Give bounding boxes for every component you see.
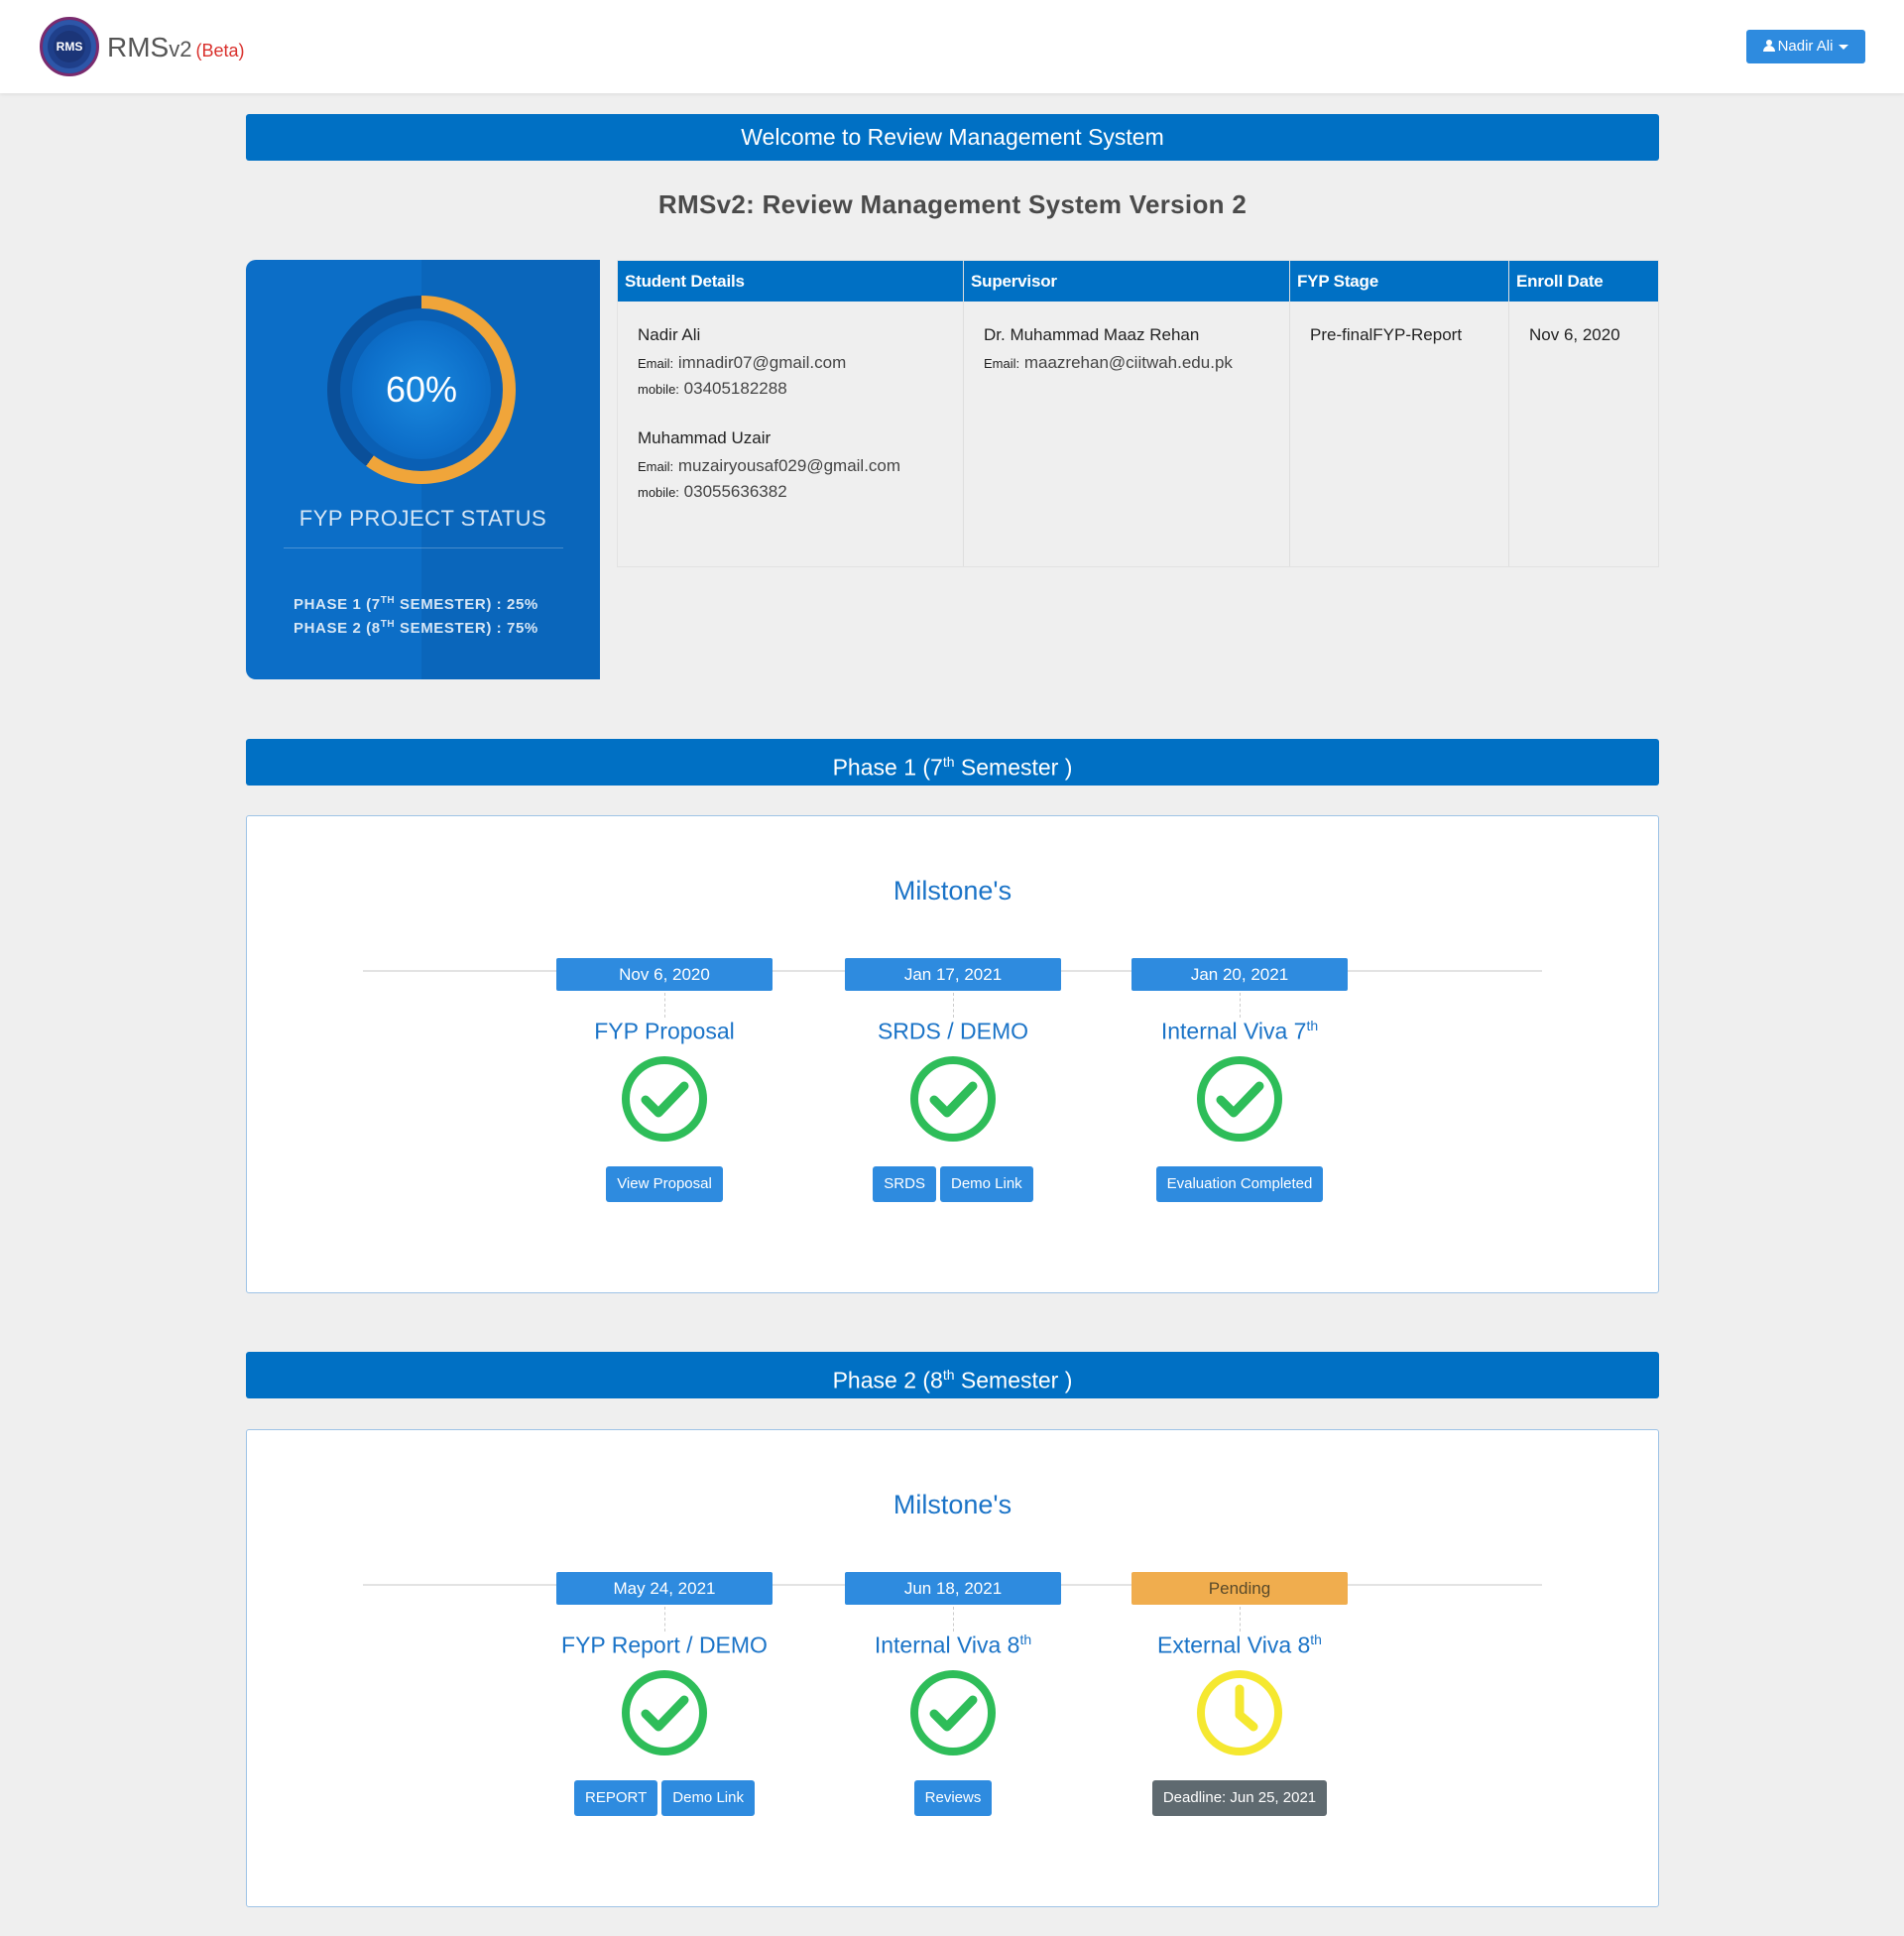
milestone-name-text: External Viva 8 <box>1157 1632 1311 1658</box>
user-menu-button[interactable] <box>1746 30 1865 63</box>
student-mobile: 03405182288 <box>683 379 787 398</box>
milestone-name-sup: th <box>1310 1632 1322 1647</box>
progress-ring <box>327 296 516 484</box>
mobile-label: mobile: <box>638 382 679 397</box>
deadline-button[interactable]: Deadline: Jun 25, 2021 <box>1152 1780 1327 1816</box>
supervisor-name: Dr. Muhammad Maaz Rehan <box>984 325 1200 344</box>
milestone-date: Jun 18, 2021 <box>845 1572 1061 1605</box>
milestone-name <box>556 1018 773 1045</box>
brand[interactable] <box>107 32 245 63</box>
milestone-name-text: SRDS / DEMO <box>877 1018 1029 1044</box>
header-student-details: Student Details <box>618 261 963 302</box>
phase1-title-sup: th <box>942 754 955 770</box>
fyp-stage-column <box>1290 261 1509 566</box>
fyp-stage: Pre-finalFYP-Report <box>1310 325 1463 344</box>
student-name: Nadir Ali <box>638 325 701 344</box>
check-circle-icon <box>1196 1055 1283 1143</box>
phase1-banner <box>246 739 1659 786</box>
page-title: RMSv2: Review Management System Version 2 <box>657 189 1248 219</box>
phase2-banner <box>246 1352 1659 1398</box>
milestone-fyp-report-demo <box>556 1572 773 1816</box>
milestone-date: Nov 6, 2020 <box>556 958 773 991</box>
phase2-progress-a: PHASE 2 (8 <box>294 620 381 637</box>
milestones-title: Milstone's <box>892 1490 1012 1519</box>
clock-icon <box>1196 1669 1283 1756</box>
milestone-internal-viva-8 <box>845 1572 1061 1816</box>
mobile-label: mobile: <box>638 485 679 500</box>
supervisor-email: maazrehan@ciitwah.edu.pk <box>1023 353 1233 372</box>
phase2-progress <box>294 619 591 637</box>
email-label: Email: <box>638 459 674 474</box>
milestone-name-text: FYP Proposal <box>594 1018 735 1044</box>
welcome-banner: Welcome to Review Management System <box>246 114 1659 161</box>
milestone-name-sup: th <box>1019 1632 1032 1647</box>
phase1-progress-a: PHASE 1 (7 <box>294 596 381 613</box>
user-icon <box>1763 40 1774 52</box>
phase2-title-b: Semester ) <box>954 1367 1073 1393</box>
milestone-name-text: Internal Viva 8 <box>874 1632 1020 1658</box>
progress-ring-inner <box>340 308 503 471</box>
report-button[interactable]: REPORT <box>574 1780 657 1816</box>
enroll-date: Nov 6, 2020 <box>1529 325 1620 344</box>
milestone-name-text: Internal Viva 7 <box>1160 1018 1307 1044</box>
srds-button[interactable]: SRDS <box>873 1166 936 1202</box>
milestone-external-viva-8 <box>1131 1572 1348 1816</box>
header-supervisor: Supervisor <box>964 261 1289 302</box>
email-label: Email: <box>638 356 674 371</box>
milestone-name <box>1131 1018 1348 1045</box>
phase2-milestones-panel <box>246 1429 1659 1907</box>
milestone-name <box>845 1632 1061 1659</box>
milestone-name <box>845 1018 1061 1045</box>
milestone-date: Jan 17, 2021 <box>845 958 1061 991</box>
enroll-date-column <box>1509 261 1658 566</box>
evaluation-completed-button[interactable]: Evaluation Completed <box>1156 1166 1324 1202</box>
view-proposal-button[interactable]: View Proposal <box>606 1166 723 1202</box>
caret-down-icon <box>1839 45 1848 50</box>
phase2-title-sup: th <box>942 1367 955 1383</box>
phase1-progress-sup: TH <box>380 595 396 606</box>
milestone-pending-badge: Pending <box>1131 1572 1348 1605</box>
brand-version: v2 <box>169 37 192 61</box>
milestone-name <box>1131 1632 1348 1659</box>
check-circle-icon <box>621 1055 708 1143</box>
student-details-column <box>618 261 964 566</box>
details-table <box>617 260 1659 567</box>
milestone-date: May 24, 2021 <box>556 1572 773 1605</box>
project-status-card <box>246 260 600 679</box>
check-circle-icon <box>909 1669 997 1756</box>
status-title: FYP PROJECT STATUS <box>298 506 547 531</box>
status-divider <box>284 547 563 548</box>
brand-beta: (Beta) <box>195 41 245 60</box>
progress-percent: 60% <box>385 369 458 410</box>
milestones-title: Milstone's <box>892 876 1012 906</box>
phase1-progress-b: SEMESTER) : 25% <box>395 596 538 613</box>
milestone-name-sup: th <box>1306 1018 1319 1033</box>
student-email: muzairyousaf029@gmail.com <box>677 456 901 475</box>
brand-name: RMS <box>107 32 170 62</box>
milestone-name-text: FYP Report / DEMO <box>561 1632 768 1658</box>
progress-ring-core <box>352 320 491 459</box>
phase2-title-a: Phase 2 (8 <box>832 1367 943 1393</box>
student-email: imnadir07@gmail.com <box>677 353 847 372</box>
header-enroll-date: Enroll Date <box>1509 261 1658 302</box>
header-fyp-stage: FYP Stage <box>1290 261 1508 302</box>
check-circle-icon <box>621 1669 708 1756</box>
phase2-progress-b: SEMESTER) : 75% <box>395 620 538 637</box>
phase1-progress <box>294 595 591 613</box>
reviews-button[interactable]: Reviews <box>914 1780 993 1816</box>
phase1-title-b: Semester ) <box>954 754 1073 781</box>
student-name: Muhammad Uzair <box>638 428 772 447</box>
check-circle-icon <box>909 1055 997 1143</box>
navbar <box>0 0 1904 93</box>
email-label: Email: <box>984 356 1020 371</box>
supervisor-column <box>964 261 1290 566</box>
phase2-progress-sup: TH <box>380 619 396 630</box>
logo-text: RMS <box>54 31 85 62</box>
milestone-name <box>556 1632 773 1659</box>
milestone-internal-viva-7 <box>1131 958 1348 1202</box>
milestone-date: Jan 20, 2021 <box>1131 958 1348 991</box>
milestone-srds-demo <box>845 958 1061 1202</box>
phase1-title-a: Phase 1 (7 <box>832 754 943 781</box>
milestone-fyp-proposal <box>556 958 773 1202</box>
university-logo[interactable] <box>40 17 99 76</box>
demo-link-button[interactable]: Demo Link <box>661 1780 755 1816</box>
demo-link-button[interactable]: Demo Link <box>940 1166 1033 1202</box>
student-mobile: 03055636382 <box>683 482 787 501</box>
phase1-milestones-panel <box>246 815 1659 1293</box>
user-name: Nadir Ali <box>1777 38 1834 55</box>
